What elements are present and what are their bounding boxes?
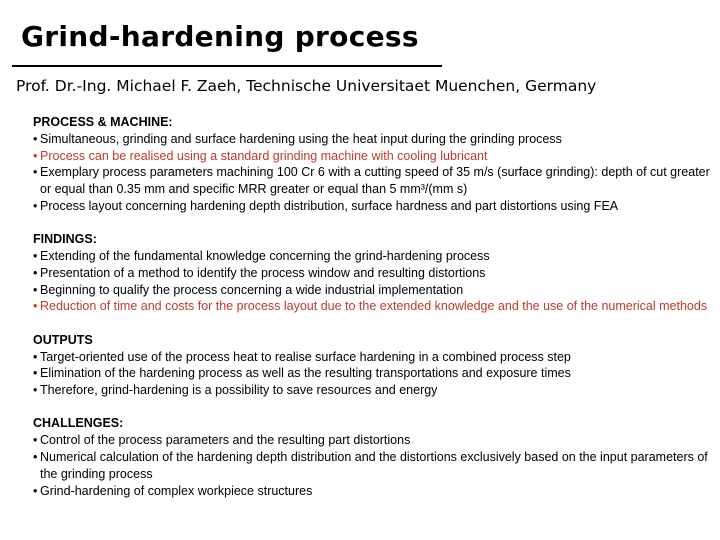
section-findings — [33, 231, 713, 315]
list-item: • Control of the process parameters and the resulting part distortions — [33, 433, 411, 448]
section-heading: CHALLENGES: — [33, 416, 124, 431]
list-item: • Therefore, grind-hardening is a possibility to save resources and energy — [33, 383, 438, 398]
section-heading: OUTPUTS — [33, 332, 93, 347]
list-item: • Reduction of time and costs for the process layout due to the extended knowledge and the use of the numerical methods — [33, 299, 708, 314]
section-heading: PROCESS & MACHINE: — [33, 115, 173, 129]
title-underline — [12, 65, 442, 67]
section-outputs — [33, 332, 713, 399]
section-process-machine — [33, 114, 713, 215]
author-line: Prof. Dr.-Ing. Michael F. Zaeh, Technische Universitaet Muenchen, Germany — [16, 77, 597, 95]
content-body — [33, 114, 713, 516]
list-item: • Beginning to qualify the process concerning a wide industrial implementation — [33, 282, 464, 297]
section-challenges — [33, 415, 713, 499]
list-item: • Process layout concerning hardening depth distribution, surface hardness and part distortions using FEA — [33, 198, 619, 213]
list-item: • Simultaneous, grinding and surface hardening using the heat input during the grinding process — [33, 131, 562, 146]
page-title: Grind-hardening process — [21, 20, 419, 53]
list-item: • Numerical calculation of the hardening depth distribution and the distortions exclusively based on the input parameters of the grinding process — [33, 450, 708, 481]
list-item: • Elimination of the hardening process as well as the resulting transportations and exposure times — [33, 366, 571, 381]
list-item: • Extending of the fundamental knowledge concerning the grind-hardening process — [33, 249, 490, 264]
list-item: • Presentation of a method to identify the process window and resulting distortions — [33, 265, 486, 280]
list-item: • Grind-hardening of complex workpiece structures — [33, 483, 313, 498]
list-item: • Target-oriented use of the process heat to realise surface hardening in a combined process step — [33, 349, 571, 364]
section-heading: FINDINGS: — [33, 232, 97, 247]
list-item: • Process can be realised using a standard grinding machine with cooling lubricant — [33, 148, 488, 163]
list-item: • Exemplary process parameters machining 100 Cr 6 with a cutting speed of 35 m/s (surface grinding): depth of cut greater or equal than 0.35 mm and specific MRR greater or equal than 5 mm³/(mm s) — [33, 165, 710, 197]
